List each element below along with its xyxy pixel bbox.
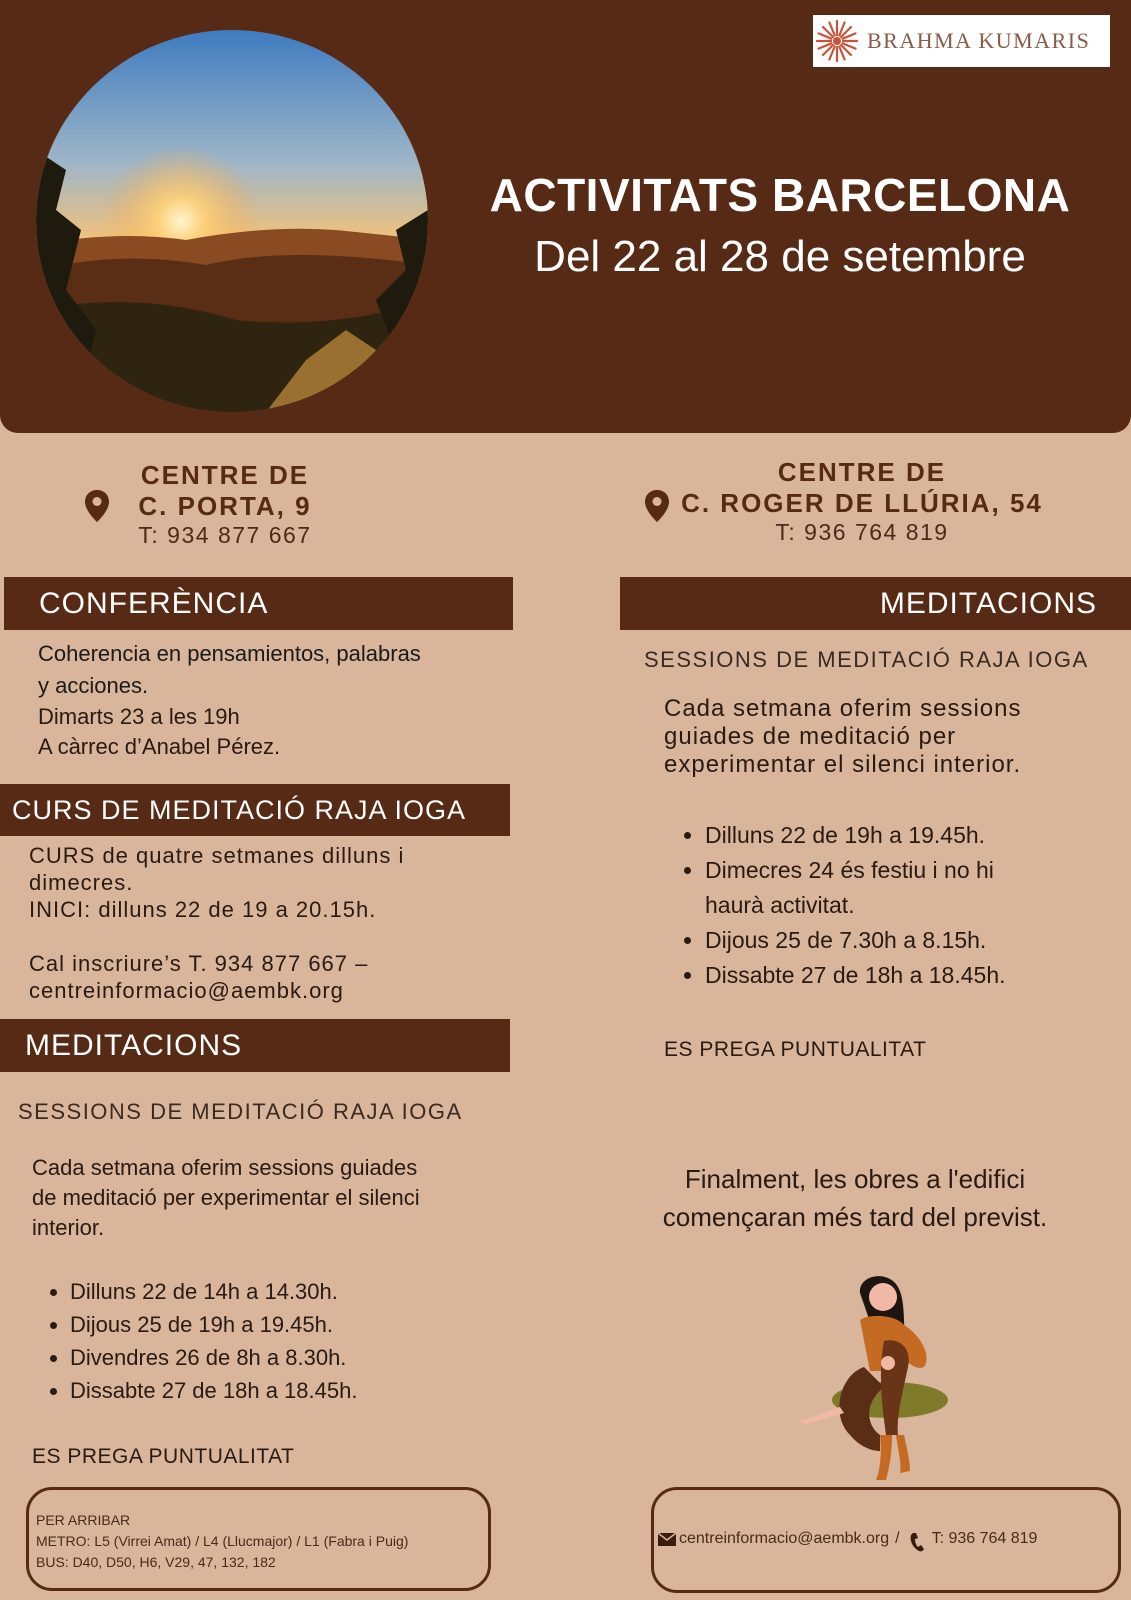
phone-icon: [910, 1531, 926, 1553]
location-pin-icon: [84, 489, 110, 523]
course-description-cont: dimecres.: [29, 870, 134, 895]
meditations-session-list: [30, 1275, 500, 1407]
meditations-session-list: [665, 818, 1105, 993]
intro-line: Cada setmana oferim sessions: [664, 695, 1022, 722]
course-heading-bar: [0, 784, 510, 836]
centre-label: CENTRE DE: [777, 457, 947, 487]
list-item: [705, 853, 1105, 923]
envelope-icon: [658, 1533, 676, 1546]
list-item-text-cont: haurà activitat.: [705, 892, 855, 918]
contact-row: [658, 1525, 1118, 1553]
metro-lines: METRO: L5 (Virrei Amat) / L4 (Llucmajor) / L1 (Fabra i Puig): [36, 1533, 409, 1549]
course-heading: CURS DE MEDITACIÓ RAJA IOGA: [12, 794, 467, 825]
course-description: CURS de quatre setmanes dilluns i: [29, 843, 405, 868]
conference-topic: Coherencia en pensamientos, palabras: [38, 641, 421, 666]
conference-heading-bar: [4, 577, 513, 630]
intro-line: Cada setmana oferim sessions guiades: [32, 1155, 418, 1180]
meditations-heading: MEDITACIONS: [879, 586, 1097, 620]
list-item-text: Dimecres 24 és festiu i no hi: [705, 857, 994, 883]
directions-label: PER ARRIBAR: [36, 1512, 131, 1528]
centre-address: C. PORTA, 9: [138, 491, 312, 521]
conference-heading: CONFERÈNCIA: [39, 586, 269, 620]
directions-box: [26, 1487, 491, 1591]
list-item: • Dissabte 27 de 18h a 18.45h.: [70, 1374, 500, 1407]
centre-porta: [125, 460, 325, 549]
separator: /: [895, 1530, 900, 1547]
list-item: • Divendres 26 de 8h a 8.30h.: [70, 1341, 500, 1374]
centre-phone: T: 934 877 667: [138, 522, 312, 548]
centre-address: C. ROGER DE LLÚRIA, 54: [681, 488, 1043, 518]
list-item: • Dilluns 22 de 14h a 14.30h.: [70, 1275, 500, 1308]
location-pin-icon: [644, 489, 670, 523]
meditations-heading: MEDITACIONS: [25, 1028, 243, 1062]
bus-lines: BUS: D40, D50, H6, V29, 47, 132, 182: [36, 1554, 276, 1570]
brahma-kumaris-logo: [813, 15, 1110, 67]
centre-label: CENTRE DE: [140, 460, 310, 490]
course-details: [29, 842, 499, 1004]
meditations-intro: [664, 695, 1114, 779]
centre-roger-de-lluria: [672, 457, 1052, 546]
conference-details: [38, 638, 508, 762]
sunset-landscape-photo: [36, 30, 428, 412]
list-item: • Dijous 25 de 19h a 19.45h.: [70, 1308, 500, 1341]
intro-line: guiades de meditació per: [664, 723, 957, 750]
conference-date: Dimarts 23 a les 19h: [38, 704, 240, 729]
meditations-intro: [32, 1153, 502, 1243]
meditations-heading-bar: [0, 1019, 510, 1072]
list-item: • Dissabte 27 de 18h a 18.45h.: [705, 958, 1105, 993]
intro-line: interior.: [32, 1215, 105, 1240]
course-start: INICI: dilluns 22 de 19 a 20.15h.: [29, 897, 377, 922]
course-email: centreinformacio@aembk.org: [29, 978, 344, 1003]
conference-topic-cont: y acciones.: [38, 673, 149, 698]
contact-phone: T: 936 764 819: [931, 1530, 1038, 1547]
conference-speaker: A càrrec d’Anabel Pérez.: [38, 734, 281, 759]
course-registration: Cal inscriure’s T. 934 877 667 –: [29, 951, 369, 976]
header-banner: [0, 0, 1131, 433]
lotus-sun-icon: [815, 19, 859, 63]
contact-box: [651, 1487, 1121, 1593]
logo-text: BRAHMA KUMARIS: [867, 28, 1091, 53]
punctuality-note: ES PREGA PUNTUALITAT: [664, 1038, 927, 1061]
punctuality-note: ES PREGA PUNTUALITAT: [32, 1445, 295, 1468]
list-item: • Dilluns 22 de 19h a 19.45h.: [705, 818, 1105, 853]
intro-line: experimentar el silenci interior.: [664, 751, 1022, 778]
centre-phone: T: 936 764 819: [775, 519, 949, 545]
notice-line: començaran més tard del previst.: [662, 1202, 1048, 1232]
list-item: • Dijous 25 de 7.30h a 8.15h.: [705, 923, 1105, 958]
construction-notice: [610, 1160, 1100, 1236]
directions-details: [36, 1510, 486, 1573]
notice-line: Finalment, les obres a l'edifici: [684, 1164, 1026, 1194]
meditations-subheading: SESSIONS DE MEDITACIÓ RAJA IOGA: [644, 647, 1089, 672]
date-range-subtitle: Del 22 al 28 de setembre: [534, 232, 1026, 281]
meditations-heading-bar: [620, 577, 1131, 630]
meditations-subheading: SESSIONS DE MEDITACIÓ RAJA IOGA: [18, 1099, 463, 1124]
page-title: ACTIVITATS BARCELONA: [489, 169, 1071, 221]
contact-email[interactable]: centreinformacio@aembk.org: [679, 1530, 890, 1547]
intro-line: de meditació per experimentar el silenci: [32, 1185, 420, 1210]
meditating-woman-illustration: [800, 1275, 960, 1490]
